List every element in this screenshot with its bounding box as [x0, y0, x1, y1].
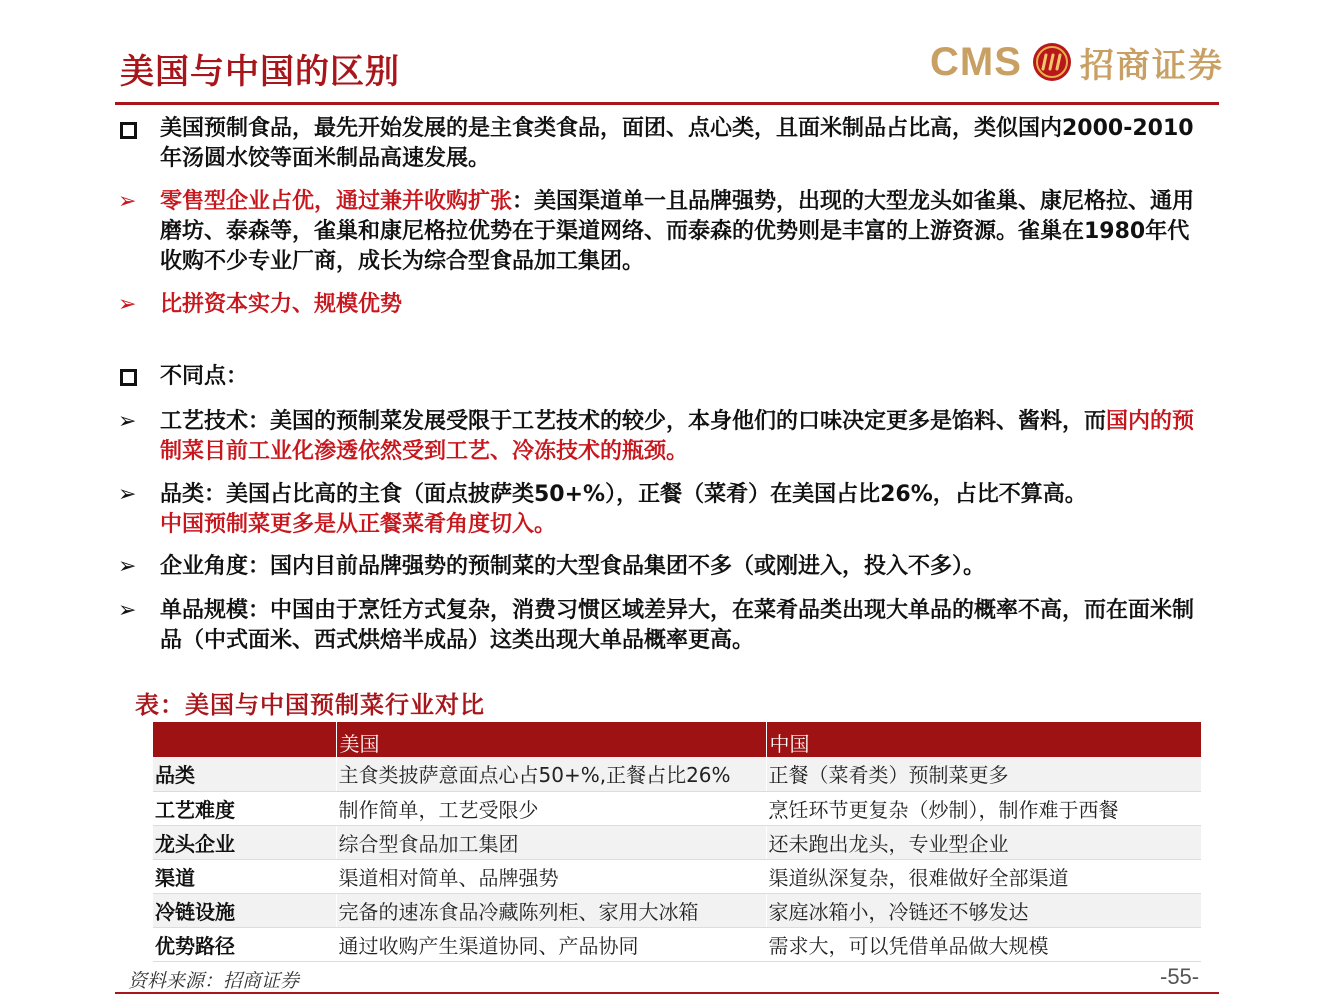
title-divider	[115, 102, 1219, 105]
us-cell: 通过收购产生渠道协同、产品协同	[336, 927, 766, 961]
table-header-row	[153, 722, 1201, 757]
page-title: 美国与中国的区别	[120, 52, 400, 92]
row-label: 品类	[153, 757, 336, 791]
china-cell: 家庭冰箱小，冷链还不够发达	[766, 893, 1201, 927]
us-cell: 主食类披萨意面点心占50+%,正餐占比26%	[336, 757, 766, 791]
cms-logo	[930, 38, 1224, 86]
footer-divider	[115, 992, 1219, 994]
china-cell: 还未跑出龙头，专业型企业	[766, 825, 1201, 859]
page-number: -55-	[1160, 964, 1200, 989]
table-row	[153, 893, 1201, 927]
table-row	[153, 757, 1201, 791]
square-bullet-icon	[120, 369, 137, 386]
category-point-highlight: 中国预制菜更多是从正餐菜肴角度切入。	[160, 512, 557, 537]
us-cell: 制作简单，工艺受限少	[336, 791, 766, 825]
us-cell: 综合型食品加工集团	[336, 825, 766, 859]
square-bullet-icon	[120, 122, 137, 139]
arrow-bullet-icon: ➢	[118, 482, 137, 507]
table-row	[153, 927, 1201, 961]
craft-point-text: 工艺技术：美国的预制菜发展受限于工艺技术的较少，本身他们的口味决定更多是馅料、酱料，而	[160, 409, 1107, 434]
source-note: 资料来源：招商证券	[128, 970, 300, 992]
arrow-bullet-icon: ➢	[118, 598, 137, 623]
table-row	[153, 859, 1201, 893]
arrow-bullet-icon: ➢	[118, 189, 137, 214]
retail-point-text: ：美国渠道单一且品牌强势，出现的大型龙头如雀巢、康尼格拉、通用磨坊、泰森等，雀巢和康尼格拉优势在于渠道网络、而泰森的优势则是丰富的上游资源。雀巢在1980年代收购不少专业厂商，成长为综合型食品加工集团。	[160, 189, 1195, 274]
intro-paragraph: 美国预制食品，最先开始发展的是主食类食品，面团、点心类，且面米制品占比高，类似国内2000-2010年汤圆水饺等面米制品高速发展。	[160, 116, 1194, 171]
row-label: 工艺难度	[153, 791, 336, 825]
table-row	[153, 791, 1201, 825]
comparison-table	[153, 722, 1201, 962]
table-header-cell: 美国	[336, 722, 766, 757]
row-label: 冷链设施	[153, 893, 336, 927]
scale-point: 单品规模：中国由于烹饪方式复杂，消费习惯区域差异大，在菜肴品类出现大单品的概率不高，而在面米制品（中式面米、西式烘焙半成品）这类出现大单品概率更高。	[160, 598, 1195, 653]
china-cell: 烹饪环节更复杂（炒制），制作难于西餐	[766, 791, 1201, 825]
category-point-text: 品类：美国占比高的主食（面点披萨类50+%），正餐（菜肴）在美国占比26%，占比不算高。	[160, 482, 1087, 507]
row-label: 龙头企业	[153, 825, 336, 859]
retail-point	[160, 187, 1210, 277]
table-header-cell: 中国	[766, 722, 1201, 757]
differences-heading: 不同点：	[160, 364, 249, 389]
us-cell: 完备的速冻食品冷藏陈列柜、家用大冰箱	[336, 893, 766, 927]
cms-badge-icon	[1032, 42, 1072, 82]
arrow-bullet-icon: ➢	[118, 292, 137, 317]
china-cell: 正餐（菜肴类）预制菜更多	[766, 757, 1201, 791]
table-row	[153, 825, 1201, 859]
arrow-bullet-icon: ➢	[118, 554, 137, 579]
us-cell: 渠道相对简单、品牌强势	[336, 859, 766, 893]
row-label: 渠道	[153, 859, 336, 893]
craft-point	[160, 407, 1210, 467]
table-header-cell	[153, 722, 336, 757]
logo-text: CMS	[930, 39, 1022, 84]
table-caption: 表：美国与中国预制菜行业对比	[135, 691, 485, 719]
china-cell: 需求大，可以凭借单品做大规模	[766, 927, 1201, 961]
capital-point: 比拼资本实力、规模优势	[160, 292, 403, 317]
row-label: 优势路径	[153, 927, 336, 961]
category-point	[160, 480, 1210, 540]
retail-point-highlight: 零售型企业占优，通过兼并收购扩张	[160, 189, 513, 214]
logo-chinese-text: 招商证券	[1079, 45, 1224, 86]
enterprise-point: 企业角度：国内目前品牌强势的预制菜的大型食品集团不多（或刚进入，投入不多）。	[160, 554, 986, 579]
china-cell: 渠道纵深复杂，很难做好全部渠道	[766, 859, 1201, 893]
craft-point-highlight: 国内的预制菜目前工业化渗透依然受到工艺、冷冻技术的瓶颈。	[160, 409, 1195, 464]
arrow-bullet-icon: ➢	[118, 409, 137, 434]
